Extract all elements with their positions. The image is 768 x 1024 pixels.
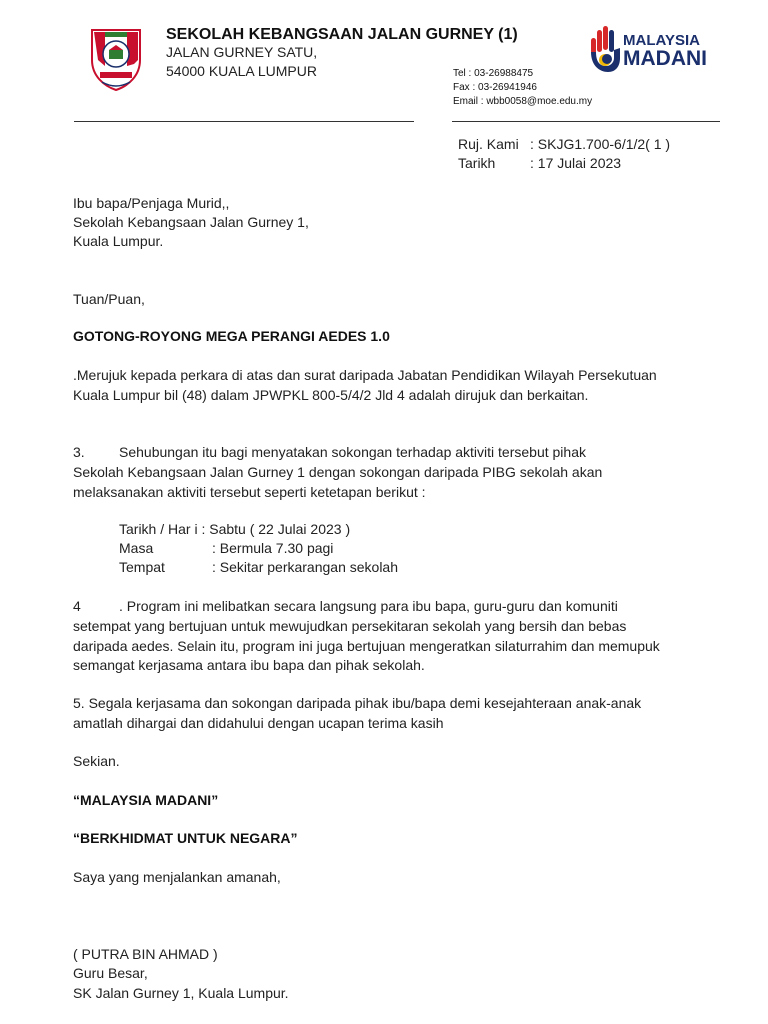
detail-tempat-label: Tempat bbox=[119, 559, 165, 575]
contact-fax: Fax : 03-26941946 bbox=[453, 82, 537, 93]
paragraph-4-first-line: . Program ini melibatkan secara langsung para ibu bapa, guru-guru dan komuniti bbox=[119, 598, 618, 614]
tarikh-label: Tarikh bbox=[458, 155, 496, 171]
contact-tel: Tel : 03-26988475 bbox=[453, 68, 534, 79]
madani-word2: MADANI bbox=[623, 47, 707, 70]
contact-email[interactable]: Email : wbb0058@moe.edu.my bbox=[453, 96, 593, 107]
closing-amanah: Saya yang menjalankan amanah, bbox=[73, 869, 281, 885]
address-line-1: JALAN GURNEY SATU, bbox=[166, 44, 318, 60]
paragraph-5: 5. Segala kerjasama dan sokongan daripada pihak ibu/bapa demi kesejahteraan anak-anak amatlah dihargai dan didahului dengan ucapan terima kasih bbox=[73, 695, 642, 731]
madani-hand-icon bbox=[591, 26, 620, 72]
detail-masa-value: : Bermula 7.30 pagi bbox=[212, 540, 334, 556]
slogan-malaysia-madani: “MALAYSIA MADANI” bbox=[73, 792, 219, 808]
paragraph-4-rest: setempat yang bertujuan untuk mewujudkan persekitaran sekolah yang bersih dan bebas daripada aedes. Selain itu, program ini juga bertujuan mengeratkan silaturrahim dan memupuk semangat kerjasama antara ibu bapa dan pihak sekolah. bbox=[73, 618, 660, 673]
divider-gap bbox=[414, 118, 452, 124]
paragraph-1: .Merujuk kepada perkara di atas dan surat daripada Jabatan Pendidikan Wilayah Persekutuan Kuala Lumpur bil (48) dalam JPWPKL 800-5/4/2 Jld 4 adalah dirujuk dan berkaitan. bbox=[73, 367, 657, 403]
paragraph-3-rest: Sekolah Kebangsaan Jalan Gurney 1 dengan sokongan daripada PIBG sekolah akan melaksanakan aktiviti tersebut seperti ketetapan berikut : bbox=[73, 464, 603, 500]
detail-tarikh-hari: Tarikh / Har i : Sabtu ( 22 Julai 2023 ) bbox=[119, 521, 351, 537]
tarikh-value: : 17 Julai 2023 bbox=[530, 155, 622, 171]
address-line-2: 54000 KUALA LUMPUR bbox=[166, 63, 317, 79]
slogan-berkhidmat: “BERKHIDMAT UNTUK NEGARA” bbox=[73, 830, 298, 846]
recipient-line-1: Ibu bapa/Penjaga Murid,, bbox=[73, 195, 230, 211]
madani-word1: MALAYSIA bbox=[623, 32, 700, 49]
letterhead-divider bbox=[74, 121, 720, 122]
closing-sekian: Sekian. bbox=[73, 753, 120, 769]
school-crest-icon bbox=[88, 26, 144, 92]
malaysia-madani-logo bbox=[588, 24, 720, 74]
recipient-line-3: Kuala Lumpur. bbox=[73, 233, 164, 249]
detail-tempat-value: : Sekitar perkarangan sekolah bbox=[212, 559, 398, 575]
ruj-value: : SKJG1.700-6/1/2( 1 ) bbox=[530, 136, 671, 152]
school-name: SEKOLAH KEBANGSAAN JALAN GURNEY (1) bbox=[166, 26, 518, 43]
signatory-name: ( PUTRA BIN AHMAD ) bbox=[73, 946, 218, 962]
signatory-school: SK Jalan Gurney 1, Kuala Lumpur. bbox=[73, 985, 289, 1001]
paragraph-3-first-line: Sehubungan itu bagi menyatakan sokongan terhadap aktiviti tersebut pihak bbox=[119, 444, 586, 460]
paragraph-3-number: 3. bbox=[73, 444, 85, 460]
salutation: Tuan/Puan, bbox=[73, 291, 145, 307]
detail-masa-label: Masa bbox=[119, 540, 154, 556]
paragraph-4-number: 4 bbox=[73, 598, 81, 614]
letter-subject: GOTONG-ROYONG MEGA PERANGI AEDES 1.0 bbox=[73, 328, 390, 344]
ruj-label: Ruj. Kami bbox=[458, 136, 519, 152]
recipient-line-2: Sekolah Kebangsaan Jalan Gurney 1, bbox=[73, 214, 309, 230]
signatory-title: Guru Besar, bbox=[73, 965, 148, 981]
